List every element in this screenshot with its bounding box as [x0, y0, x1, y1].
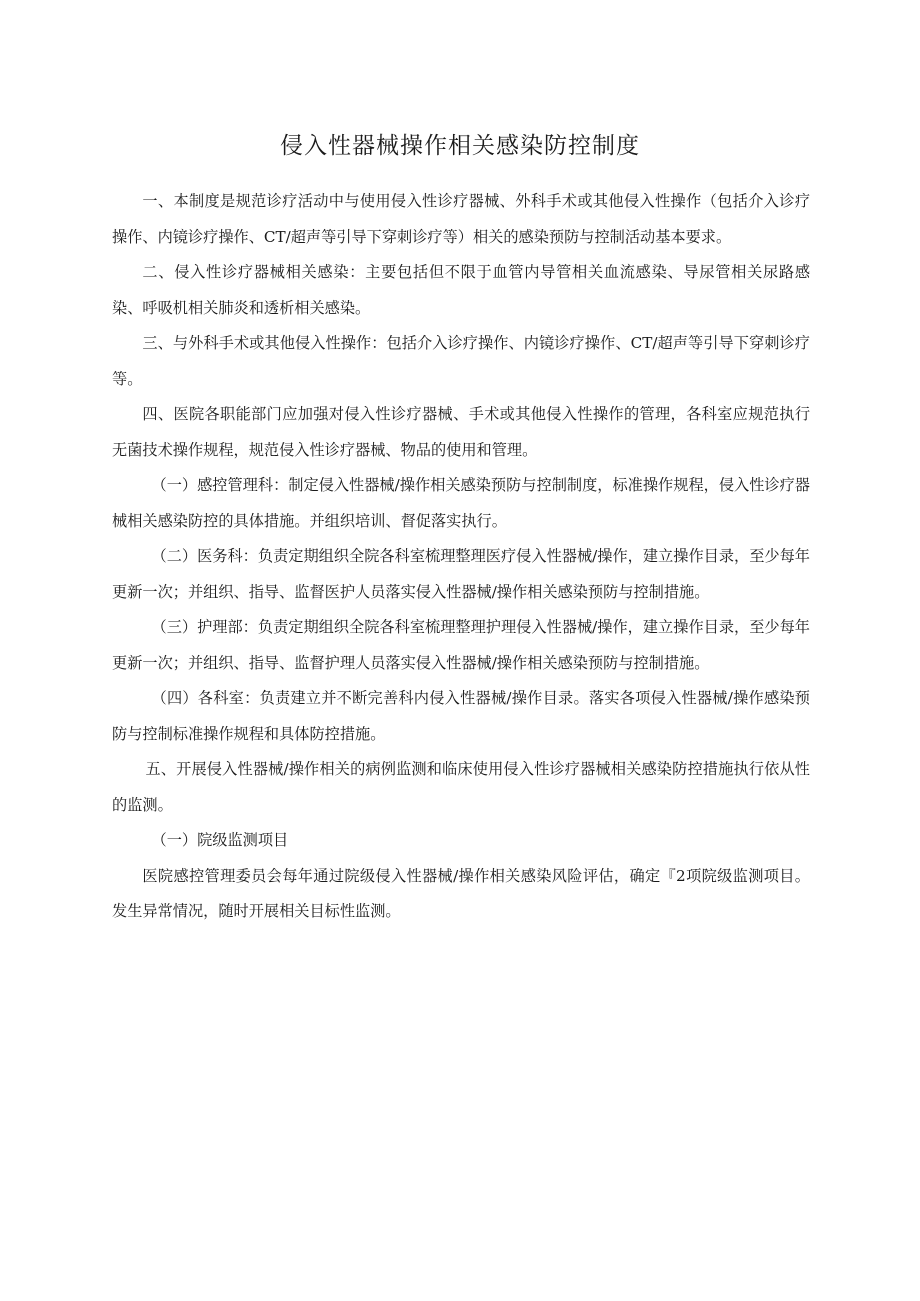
- paragraph-2: 二、侵入性诊疗器械相关感染：主要包括但不限于血管内导管相关血流感染、导尿管相关尿路感染、呼吸机相关肺炎和透析相关感染。: [112, 263, 810, 317]
- paragraph-4-3: （三）护理部：负责定期组织全院各科室梳理整理护理侵入性器械/操作，建立操作目录，至少每年更新一次；并组织、指导、监督护理人员落实侵入性器械/操作相关感染预防与控制措施。: [112, 618, 810, 672]
- paragraph-4-1: （一）感控管理科：制定侵入性器械/操作相关感染预防与控制制度，标准操作规程，侵入性诊疗器械相关感染防控的具体措施。并组织培训、督促落实执行。: [112, 476, 810, 530]
- document-title: 侵入性器械操作相关感染防控制度: [280, 133, 640, 159]
- paragraph-4-2: （二）医务科：负责定期组织全院各科室梳理整理医疗侵入性器械/操作，建立操作目录，至少每年更新一次；并组织、指导、监督医护人员落实侵入性器械/操作相关感染预防与控制措施。: [112, 547, 810, 601]
- paragraph-4: 四、医院各职能部门应加强对侵入性诊疗器械、手术或其他侵入性操作的管理，各科室应规范执行无菌技术操作规程，规范侵入性诊疗器械、物品的使用和管理。: [112, 405, 810, 459]
- paragraph-5: 五、开展侵入性器械/操作相关的病例监测和临床使用侵入性诊疗器械相关感染防控措施执行依从性的监测。: [112, 760, 810, 814]
- paragraph-3: 三、与外科手术或其他侵入性操作：包括介入诊疗操作、内镜诊疗操作、CT/超声等引导下穿刺诊疗等。: [112, 334, 810, 388]
- paragraph-1: 一、本制度是规范诊疗活动中与使用侵入性诊疗器械、外科手术或其他侵入性操作（包括介入诊疗操作、内镜诊疗操作、CT/超声等引导下穿刺诊疗等）相关的感染预防与控制活动基本要求。: [112, 192, 810, 246]
- paragraph-4-4: （四）各科室：负责建立并不断完善科内侵入性器械/操作目录。落实各项侵入性器械/操作感染预防与控制标准操作规程和具体防控措施。: [112, 689, 810, 743]
- document-body: [112, 184, 810, 930]
- paragraph-5-1-body: 医院感控管理委员会每年通过院级侵入性器械/操作相关感染风险评估，确定『2项院级监测项目。发生异常情况，随时开展相关目标性监测。: [112, 866, 810, 920]
- paragraph-5-1: （一）院级监测项目: [151, 831, 289, 849]
